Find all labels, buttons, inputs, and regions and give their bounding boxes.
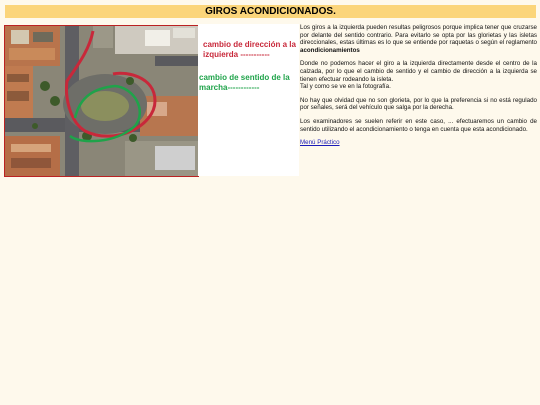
menu-practico-link[interactable]: Menú Práctico (300, 139, 340, 147)
paragraph-1-text: Los giros a la izquierda pueden resultas peligrosos porque implica tener que cruzarse por delante del sentido contrario. Para evitarlo se opta por las glorietas y las isletas direccionales, estas últimas es lo que se entiende por raquetas o según el reglamento (300, 24, 537, 47)
paragraph-2 (300, 60, 537, 90)
aerial-photo-image (5, 26, 198, 176)
article-text (300, 24, 537, 153)
page-title: GIROS ACONDICIONADOS. (5, 5, 536, 18)
menu-link-wrapper (300, 139, 537, 147)
paragraph-2-line2: Tal y como se ve en la fotografía. (300, 83, 391, 91)
u-turn-label: cambio de sentido de la marcha------------ (199, 73, 290, 92)
paragraph-3: No hay que olvidad que no son glorieta, por lo que la preferencia si no está regulado por señales, será del vehículo que salga por la derecha. (300, 96, 537, 112)
route-legend (198, 24, 299, 176)
left-turn-label: cambio de dirección a la izquierda ----------- (203, 40, 296, 59)
paragraph-1-bold: acondicionamientos (300, 46, 360, 54)
aerial-photo (4, 25, 199, 177)
paragraph-2-text: Donde no podemos hacer el giro a la izquierda directamente desde el centro de la calzada, por lo que el cambio de sentido y el cambio de dirección a la izquierda se tienen efectuar rodeando la isleta. (300, 60, 537, 83)
paragraph-1 (300, 24, 537, 54)
paragraph-4: Los examinadores se suelen referir en este caso, ... efectuaremos un cambio de sentido utilizando el acondicionamiento o tenga en cuenta que esta acondicionado. (300, 117, 537, 133)
